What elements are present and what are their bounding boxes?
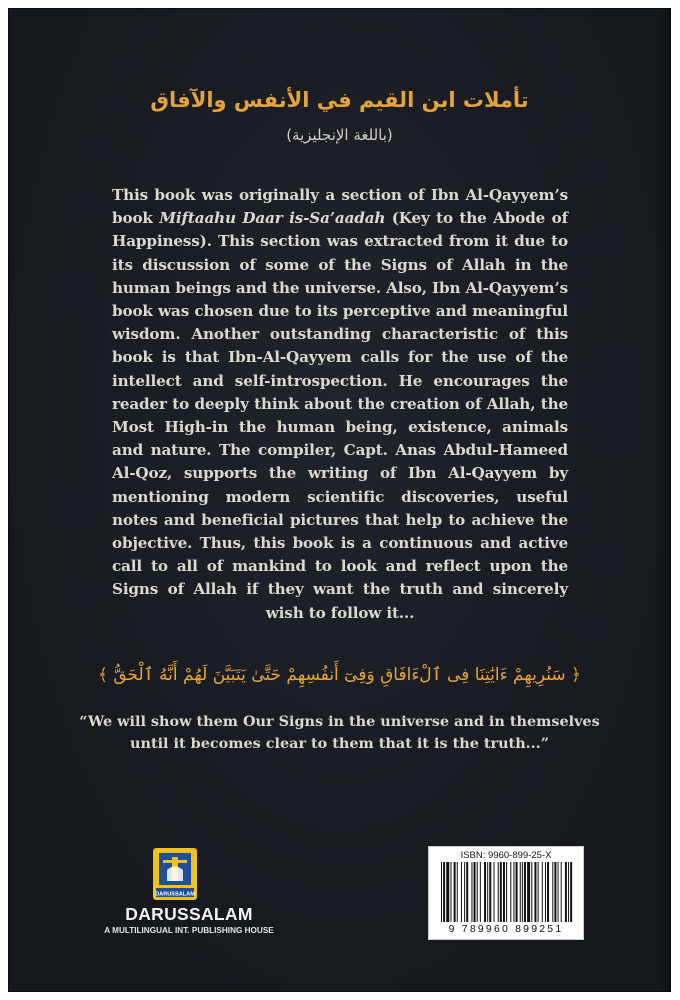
blurb-book-title: Miftaahu Daar is-Sa’aadah: [159, 209, 386, 228]
barcode-bar: [454, 862, 456, 922]
barcode-bar: [461, 862, 462, 922]
barcode-bar: [464, 862, 465, 922]
barcode-bar: [570, 862, 572, 922]
cover-edge-shade: [657, 8, 671, 992]
barcode-bar: [527, 862, 530, 922]
barcode-bar: [471, 862, 472, 922]
barcode-bar: [500, 862, 502, 922]
barcode-bar: [565, 862, 567, 922]
publisher-name: DARUSSALAM: [125, 904, 253, 924]
barcode-bar: [489, 862, 491, 922]
barcode-bar: [547, 862, 549, 922]
barcode-bar: [443, 862, 445, 922]
blurb-paragraph: [112, 184, 568, 625]
barcode-bar: [531, 862, 532, 922]
book-back-cover: [8, 8, 671, 992]
darussalam-logo-icon: [153, 848, 197, 900]
barcode-bar: [510, 862, 511, 922]
barcode-bar: [480, 862, 481, 922]
barcode-bar: [561, 862, 562, 922]
publisher-tagline: A MULTILINGUAL INT. PUBLISHING HOUSE: [104, 926, 274, 935]
barcode-bar: [545, 862, 546, 922]
quran-verse-arabic: ﴿ سَنُرِيهِمْ ءَايَٰتِنَا فِى ٱلْءَافَاقِ وَفِىٓ أَنفُسِهِمْ حَتَّىٰ يَتَبَيَّنَ لَهُمْ أَنَّهُ ٱلْحَقُّ ﴾: [97, 665, 582, 685]
barcode-bar: [474, 862, 476, 922]
blurb-text-part2: (Key to the Abode of Happiness). This section was extracted from it due to its discussion of some of the Signs of Allah in the human beings and the universe. Also, Ibn Al-Qayyem’s book was chosen due to its perceptive and meaningful wisdom. Another outstanding characteristic of this book is that Ibn-Al-Qayyem calls for the use of the intellect and self-introspection. He encourages the reader to deeply think about the creation of Allah, the Most High-in the human being, existence, animals and nature. The compiler, Capt. Anas Abdul-Hameed Al-Qoz, supports the writing of Ibn Al-Qayyem by mentioning modern scientific discoveries, useful notes and beneficial pictures that help to achieve the objective. Thus, this book is a continuous and active call to all of mankind to look and reflect upon the Signs of Allah if they want the truth and sincerely wish to follow it...: [112, 209, 569, 622]
barcode-bars: [439, 862, 573, 922]
barcode-bar: [506, 862, 507, 922]
barcode-bar: [538, 862, 539, 922]
barcode-bar: [446, 862, 449, 922]
barcode-bar: [524, 862, 526, 922]
barcode-bar: [498, 862, 499, 922]
barcode-bar: [568, 862, 569, 922]
barcode-bar: [534, 862, 536, 922]
barcode-bar: [503, 862, 505, 922]
barcode-bar: [520, 862, 521, 922]
logo-text: DARUSSALAM: [155, 891, 195, 898]
barcode-bar: [542, 862, 543, 922]
barcode-bar: [522, 862, 523, 922]
verse-english-line-1: “We will show them Our Signs in the universe and in themselves: [79, 713, 600, 730]
barcode-bar: [487, 862, 488, 922]
verse-english-line-2: until it becomes clear to them that it is the truth...”: [130, 735, 549, 752]
barcode-bar: [457, 862, 458, 922]
barcode-digits: 9 789960 899251: [448, 923, 564, 935]
arabic-title: تأملات ابن القيم في الأنفس والآفاق: [150, 88, 529, 112]
isbn-label: ISBN: 9960-899-25-X: [460, 850, 552, 861]
arabic-subtitle: (باللغة الإنجليزية): [286, 126, 393, 144]
barcode-bar: [554, 862, 556, 922]
blurb-text-part1: This book was originally a section of Ibn Al-Qayyem’s book: [112, 186, 568, 228]
barcode-bar: [513, 862, 514, 922]
quran-verse-english: [8, 711, 671, 755]
barcode-bar: [516, 862, 518, 922]
barcode-bar: [494, 862, 495, 922]
barcode-bar: [441, 862, 442, 922]
isbn-barcode-panel: [428, 846, 584, 940]
barcode-bar: [552, 862, 553, 922]
barcode-bar: [450, 862, 451, 922]
barcode-bar: [558, 862, 559, 922]
barcode-bar: [466, 862, 468, 922]
barcode-bar: [477, 862, 478, 922]
barcode-bar: [484, 862, 486, 922]
